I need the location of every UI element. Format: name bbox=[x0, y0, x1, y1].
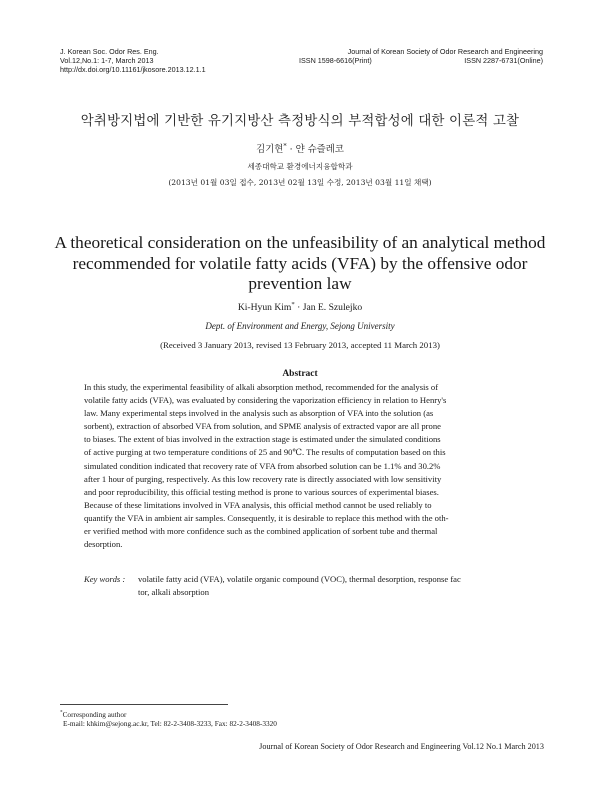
abstract-heading: Abstract bbox=[282, 369, 318, 379]
abstract-body bbox=[84, 381, 517, 551]
keywords-line-2: tor, alkali absorption bbox=[138, 587, 210, 598]
korean-dates: (2013년 01월 03일 접수, 2013년 02월 13일 수정, 2013년 03월 11일 채택) bbox=[168, 178, 432, 187]
english-corresponding-mark: * bbox=[291, 300, 295, 308]
keywords-label: Key words : bbox=[84, 574, 126, 584]
issn-row bbox=[299, 56, 543, 65]
journal-name: Journal of Korean Society of Odor Research and Engineering bbox=[347, 47, 543, 56]
korean-title: 악취방지법에 기반한 유기지방산 측정방식의 부적합성에 대한 이론적 고찰 bbox=[80, 114, 520, 129]
corresponding-mark: * bbox=[283, 141, 287, 150]
abstract-line: after 1 hour of purging, respectively. As this low recovery rate is directly associated with low sensitivity bbox=[84, 473, 442, 484]
abstract-line: volatile fatty acids (VFA), was evaluated by considering the vaporization efficiency in relation to Henry's bbox=[84, 395, 447, 406]
footnote-contact: E-mail: khkim@sejong.ac.kr, Tel: 82-2-3408-3233, Fax: 82-2-3408-3320 bbox=[63, 719, 277, 728]
abstract-line: In this study, the experimental feasibility of alkali absorption method, recommended for the analysis of bbox=[84, 382, 439, 392]
english-affiliation: Dept. of Environment and Energy, Sejong University bbox=[205, 321, 395, 331]
footnote bbox=[60, 710, 277, 728]
citation-volume: Vol.12,No.1: 1-7, March 2013 bbox=[60, 56, 154, 65]
english-authors bbox=[0, 302, 600, 313]
issn-print: ISSN 1598-6616(Print) bbox=[299, 56, 372, 65]
keywords-line-1: volatile fatty acid (VFA), volatile organic compound (VOC), thermal desorption, response fac bbox=[138, 574, 461, 584]
footnote-label: Corresponding author bbox=[62, 710, 127, 719]
journal-citation-header bbox=[60, 47, 206, 74]
english-dates: (Received 3 January 2013, revised 13 February 2013, accepted 11 March 2013) bbox=[160, 340, 440, 350]
keywords bbox=[84, 573, 524, 599]
english-author-2: · Jan E. Szulejko bbox=[294, 302, 363, 313]
abstract-line: desorption. bbox=[84, 539, 123, 550]
citation-journal-abbrev: J. Korean Soc. Odor Res. Eng. bbox=[60, 47, 159, 56]
abstract-line: to biases. The extent of bias involved in the extraction stage is estimated under the simulated conditions bbox=[84, 434, 441, 445]
korean-author-1: 김기현 bbox=[256, 144, 284, 155]
english-author-1: Ki-Hyun Kim bbox=[237, 302, 292, 313]
english-title-line-3: prevention law bbox=[248, 274, 352, 293]
journal-issn-header bbox=[299, 47, 543, 65]
korean-authors bbox=[0, 141, 600, 155]
doi-link[interactable]: http://dx.doi.org/10.11161/jkosore.2013.12.1.1 bbox=[60, 65, 206, 74]
korean-affiliation: 세종대학교 환경에너지융합학과 bbox=[247, 162, 353, 171]
abstract-line: er verified method with more confidence such as the combined application of sorbent tube and thermal bbox=[84, 526, 438, 537]
footnote-divider bbox=[60, 704, 228, 705]
issn-online: ISSN 2287-6731(Online) bbox=[464, 56, 543, 65]
korean-author-2: · 얀 슈즐레코 bbox=[286, 144, 344, 155]
footnote-mark: * bbox=[60, 709, 63, 716]
english-title bbox=[0, 233, 600, 295]
english-title-line-2: recommended for volatile fatty acids (VFA) by the offensive odor bbox=[72, 253, 528, 273]
abstract-line: and poor reproducibility, this official testing method is prone to various sources of experimental biases. bbox=[84, 486, 439, 497]
abstract-line: simulated condition indicated that recovery rate of VFA from absorbed solution can be 1.1% and 30.2% bbox=[84, 460, 441, 471]
abstract-line: of active purging at two temperature conditions of 25 and 90℃. The results of computation based on this bbox=[84, 447, 446, 458]
english-title-line-1: A theoretical consideration on the unfeasibility of an analytical method bbox=[54, 233, 546, 252]
abstract-line: Because of these limitations involved in VFA analysis, this official method cannot be used reliably to bbox=[84, 499, 432, 510]
abstract-line: law. Many experimental steps involved in the analysis such as absorption of VFA into the solution (as bbox=[84, 408, 434, 419]
abstract-line: sorbent), extraction of absorbed VFA from solution, and SPME analysis of extracted vapor are all prone bbox=[84, 421, 441, 432]
abstract-line: quantify the VFA in ambient air samples. Consequently, it is desirable to replace this method with the oth- bbox=[84, 512, 449, 523]
page-footer: Journal of Korean Society of Odor Research and Engineering Vol.12 No.1 March 2013 bbox=[259, 742, 544, 751]
